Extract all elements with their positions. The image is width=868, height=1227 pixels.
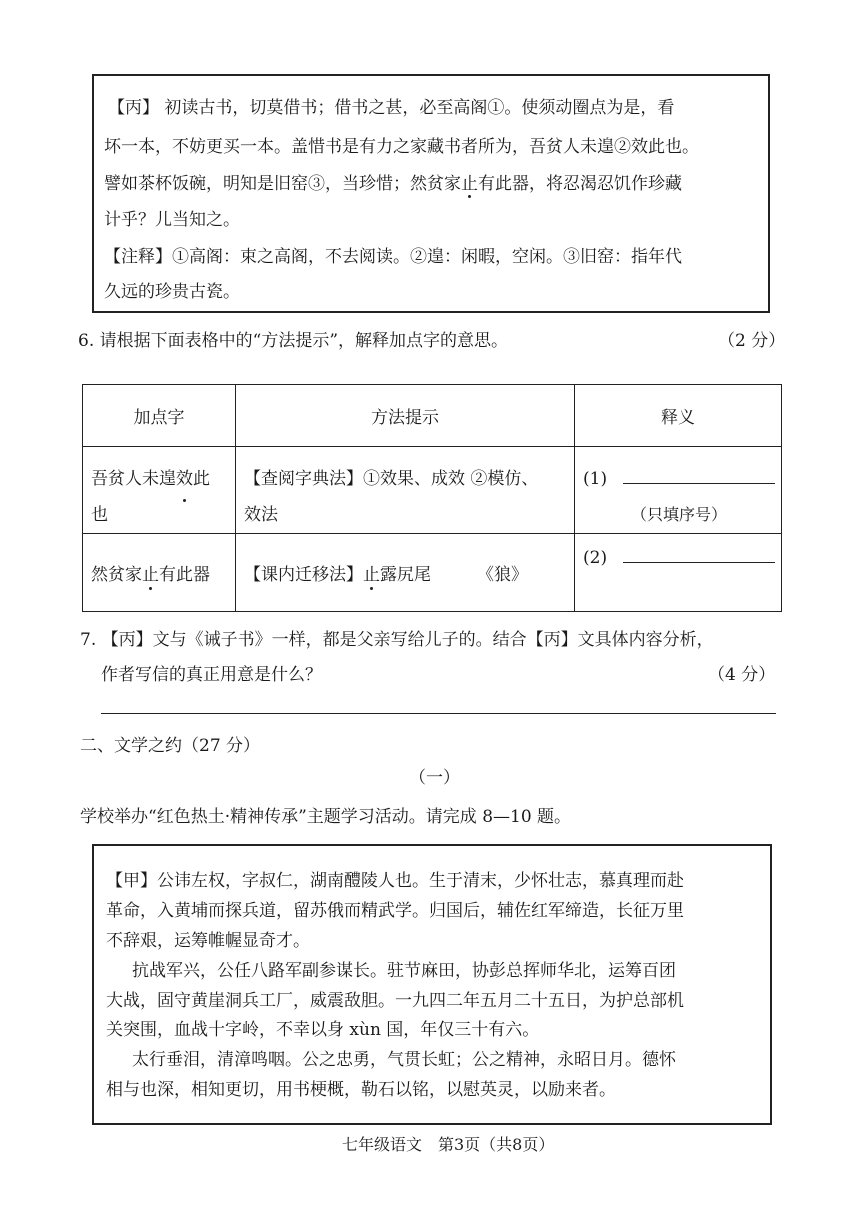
annotation-tag: 【注释】 [104,247,172,267]
question-6-score: （2 分） [718,331,786,351]
passage-jia-line-4: 抗战军兴，公任八路军副参谋长。驻节麻田，协彭总挥师华北，运筹百团 [132,961,676,981]
header-dotted-word: 加点字 [83,385,236,447]
passage-jia-line-2: 革命，入黄埔而探兵道，留苏俄而精武学。归国后，辅佐红军缔造，长征万里 [106,901,684,921]
dotted-char: 止 [461,174,478,194]
passage-jia-line-7: 太行垂泪，清漳鸣咽。公之忠勇，气贯长虹；公之精神，永昭日月。德怀 [132,1050,676,1070]
passage-bing-line-2: 坏一本，不妨更买一本。盖惜书是有力之家藏书者所为，吾贫人未遑②效此也。 [104,137,699,157]
question-7-score: （4 分） [708,665,776,685]
section-2-title: 二、文学之约（27 分） [80,736,261,756]
passage-jia-line-3: 不辞艰，运筹帷幄显奇才。 [106,931,310,951]
annotation-line-2: 久远的珍贵古瓷。 [104,282,240,302]
passage-bing-line-3: 譬如茶杯饭碗，明知是旧窑③，当珍惜；然贫家止有此器，将忍渴忍饥作珍藏 [104,174,682,194]
question-7-line-2: 作者写信的真正用意是什么？ [101,665,322,685]
table-row [83,534,782,612]
header-method-hint: 方法提示 [236,385,575,447]
row2-method: 【课内迁移法】止露尻尾 《狼》 [236,534,575,612]
passage-jia-line-6: 关突围，血战十字岭，不幸以身 xùn 国，年仅三十有六。 [106,1020,540,1040]
passage-jia-line-8: 相与也深，相知更切，用书梗概，勒石以铭，以慰英灵，以励来者。 [106,1080,616,1100]
passage-jia-line-5: 大战，固守黄崖洞兵工厂，威震敌胆。一九四二年五月二十五日，为护总部机 [106,991,684,1011]
question-7-line-1: 7. 【丙】文与《诫子书》一样，都是父亲写给儿子的。结合【丙】文具体内容分析， [80,630,714,650]
table-header-row [83,385,782,447]
section-2-subtitle: （一） [409,768,460,788]
annotation-line-1: 【注释】①高阁：束之高阁，不去阅读。②遑：闲暇，空闲。③旧窑：指年代 [104,247,682,267]
header-meaning: 释义 [575,385,782,447]
dotted-char: 止 [142,560,159,585]
table-row [83,447,782,534]
row1-dotted-word: 吾贫人未遑效此 也 [83,447,236,534]
page-footer: 七年级语文 第3页（共8页） [342,1135,555,1154]
answer-blank-1[interactable] [623,469,775,484]
passage-bing-tag: 【丙】 [108,98,159,118]
question-6-table [82,384,782,612]
answer-blank-2[interactable] [623,548,775,563]
row1-answer: (1) （只填序号） [575,447,782,534]
row1-method: 【查阅字典法】①效果、成效 ②模仿、 效法 [236,447,575,534]
section-2-intro: 学校举办“红色热土·精神传承”主题学习活动。请完成 8—10 题。 [80,807,572,827]
question-6-text: 6. 请根据下面表格中的“方法提示”，解释加点字的意思。 [78,331,509,351]
dotted-char: 效 [176,461,193,497]
answer-hint: （只填序号） [631,505,728,524]
passage-bing-line-4: 计乎？儿当知之。 [104,210,240,230]
dotted-char: 止 [363,560,380,585]
passage-jia-line-1: 【甲】公讳左权，字叔仁，湖南醴陵人也。生于清末，少怀壮志，慕真理而赴 [106,871,684,891]
passage-bing-line-1: 【丙】 初读古书，切莫借书；借书之甚，必至高阁①。使须动圈点为是，看 [108,98,675,118]
answer-line-7[interactable] [101,713,776,714]
row2-answer: (2) [575,534,782,612]
row2-dotted-word: 然贫家止有此器 [83,534,236,612]
